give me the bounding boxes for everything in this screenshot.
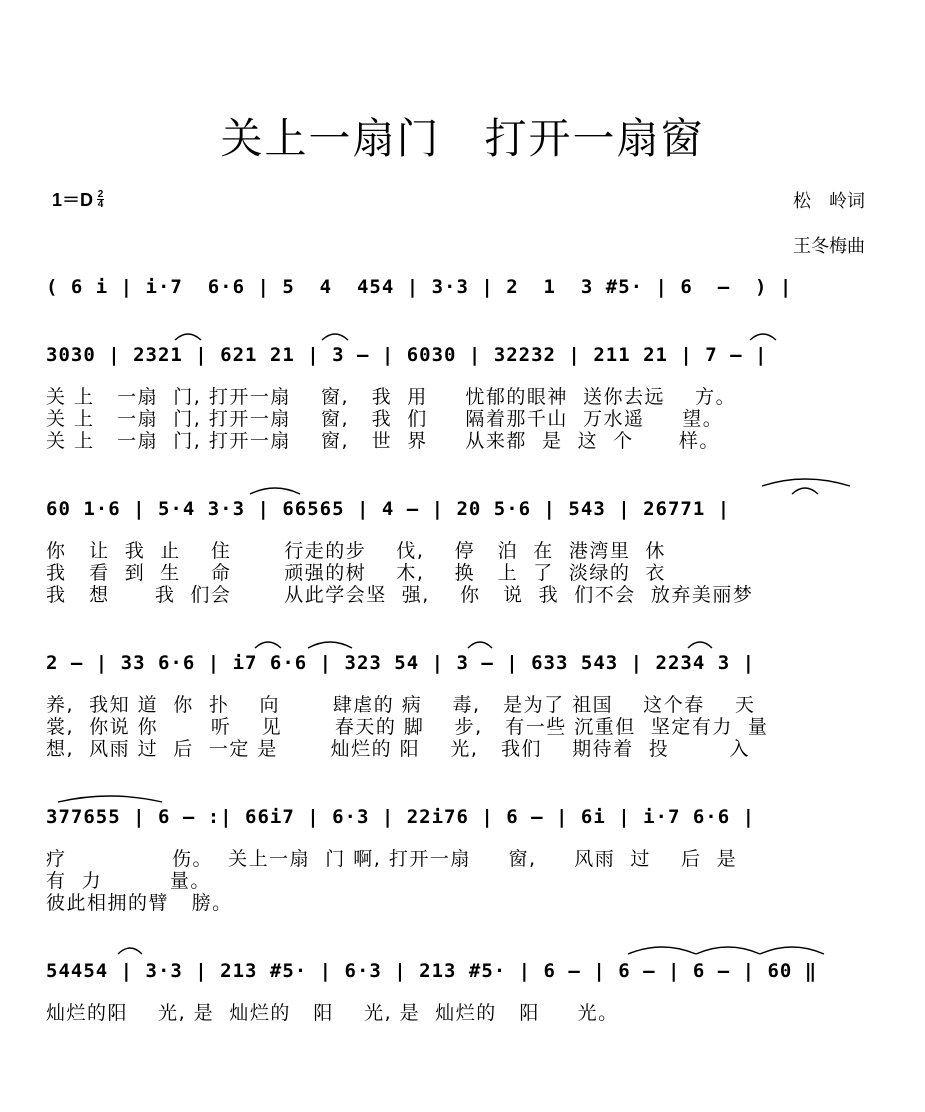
lyric-verse-2: 裳, 你说 你 听 见 春天的 脚 步, 有一些 沉重但 坚定有力 量 xyxy=(46,716,769,738)
composer-credit: 王冬梅曲 xyxy=(793,236,865,257)
lyric-verse-1: 灿烂的阳 光, 是 灿烂的 阳 光, 是 灿烂的 阳 光。 xyxy=(46,1002,619,1024)
system-2 xyxy=(46,340,876,452)
lyric-verse-1: 养, 我知 道 你 扑 向 肆虐的 病 毒, 是为了 祖国 这个春 天 xyxy=(46,694,756,716)
notes-line: 2 – | 33 6·6 | i7 6·6 | 323 54 | 3 – | 633 543 | 2234 3 | xyxy=(46,652,756,674)
notes-line: 3030 | 2321 | 621 21 | 3 – | 6030 | 32232 | 211 21 | 7 – | xyxy=(46,344,768,366)
key-signature xyxy=(52,186,104,212)
system-5 xyxy=(46,802,876,914)
system-1 xyxy=(46,272,876,302)
lyric-verse-1: 疗 伤。 关上一扇 门 啊, 打开一扇 窗, 风雨 过 后 是 xyxy=(46,848,738,870)
notes-line: ( 6 i | i·7 6·6 | 5 4 454 | 3·3 | 2 1 3 #5· | 6 – ) | xyxy=(46,276,793,298)
song-title: 关上一扇门 打开一扇窗 xyxy=(220,114,705,163)
lyric-verse-3: 我 想 我 们会 从此学会坚 强, 你 说 我 们不会 放弃美丽梦 xyxy=(46,584,754,606)
beats-top: 2 xyxy=(97,188,104,200)
key-text: 1＝D xyxy=(52,190,94,210)
notes-line: 54454 | 3·3 | 213 #5· | 6·3 | 213 #5· | 6 – | 6 – | 6 – | 60 ‖ xyxy=(46,960,818,982)
lyricist-credit: 松 岭词 xyxy=(793,191,865,212)
notes-line: 60 1·6 | 5·4 3·3 | 66565 | 4 – | 20 5·6 | 543 | 26771 | xyxy=(46,498,731,520)
time-signature xyxy=(97,190,104,209)
lyric-verse-2: 关 上 一扇 门, 打开一扇 窗, 我 们 隔着那千山 万水遥 望。 xyxy=(46,408,724,430)
system-3 xyxy=(46,494,876,606)
lyric-verse-2: 我 看 到 生 命 顽强的树 木, 换 上 了 淡绿的 衣 xyxy=(46,562,666,584)
lyric-verse-3: 关 上 一扇 门, 打开一扇 窗, 世 界 从来都 是 这 个 样。 xyxy=(46,430,720,452)
lyric-verse-2: 有 力 量。 xyxy=(46,870,211,892)
system-4 xyxy=(46,648,876,760)
lyric-verse-1: 你 让 我 止 住 行走的步 伐, 停 泊 在 港湾里 休 xyxy=(46,540,666,562)
lyric-verse-3: 想, 风雨 过 后 一定 是 灿烂的 阳 光, 我们 期待着 投 入 xyxy=(46,738,751,760)
system-6 xyxy=(46,956,876,1024)
lyric-verse-1: 关 上 一扇 门, 打开一扇 窗, 我 用 忧郁的眼神 送你去远 方。 xyxy=(46,386,737,408)
notes-line: 377655 | 6 – :| 66i7 | 6·3 | 22i76 | 6 – | 6i | i·7 6·6 | xyxy=(46,806,756,828)
lyric-verse-3: 彼此相拥的臂 膀。 xyxy=(46,892,233,914)
beats-bottom: 4 xyxy=(97,198,104,210)
